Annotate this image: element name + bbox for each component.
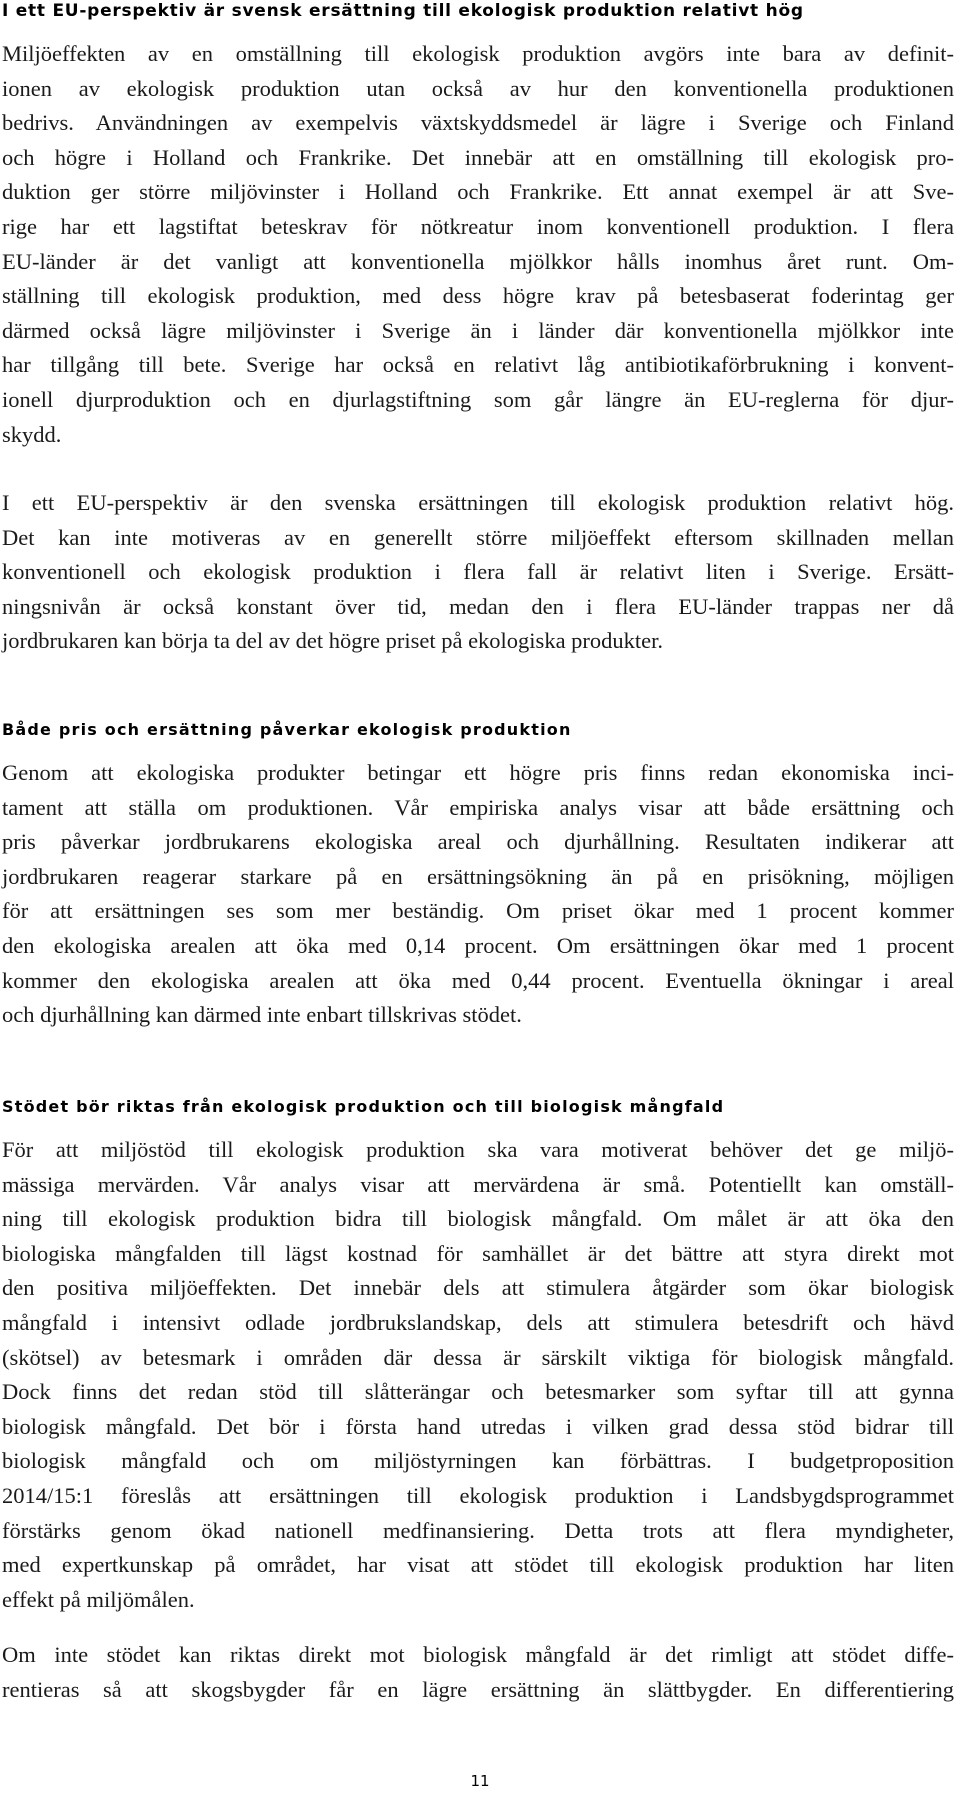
text-line: För att miljöstöd till ekologisk produktion ska vara motiverat behöver det ge miljö- — [2, 1137, 954, 1162]
section-heading-stodet: Stödet bör riktas från ekologisk produktion och till biologisk mångfald — [2, 1097, 725, 1116]
text-line: effekt på miljömålen. — [2, 1586, 195, 1612]
text-line: den ekologiska arealen att öka med 0,14 procent. Om ersättningen ökar med 1 procent — [2, 932, 954, 958]
text-line: (skötsel) av betesmark i områden där dessa är särskilt viktiga för biologisk mångfald. — [2, 1344, 954, 1370]
section-heading-pris-ersattning: Både pris och ersättning påverkar ekologisk produktion — [2, 720, 572, 739]
text-line: och djurhållning kan därmed inte enbart tillskrivas stödet. — [2, 1002, 522, 1028]
text-line: därmed också lägre miljövinster i Sverige än i länder där konventionella mjölkkor inte — [2, 317, 954, 343]
paragraph-pris-ersattning — [2, 756, 954, 1033]
text-line: för att ersättningen ses som mer beständig. Om priset ökar med 1 procent kommer — [2, 898, 954, 924]
text-line: 2014/15:1 föreslås att ersättningen till ekologisk produktion i Landsbygdsprogrammet — [2, 1482, 954, 1508]
paragraph-eu-perspektiv — [2, 486, 954, 659]
text-line: EU-länder är det vanligt att konventionella mjölkkor hålls inomhus året runt. Om- — [2, 248, 954, 274]
text-line: Miljöeffekten av en omställning till ekologisk produktion avgörs inte bara av definit- — [2, 41, 954, 66]
text-line: biologisk mångfald och om miljöstyrningen kan förbättras. I budgetproposition — [2, 1448, 954, 1474]
text-line: ställning till ekologisk produktion, med dess högre krav på betesbaserat foderintag ger — [2, 283, 954, 309]
text-line: bedrivs. Användningen av exempelvis växtskyddsmedel är lägre i Sverige och Finland — [2, 110, 954, 136]
section-heading-eu-perspektiv: I ett EU-perspektiv är svensk ersättning till ekologisk produktion relativt hög — [2, 1, 804, 21]
text-line: Om inte stödet kan riktas direkt mot biologisk mångfald är det rimligt att stödet diffe- — [2, 1642, 954, 1667]
text-line: ionen av ekologisk produktion utan också av hur den konventionella produktionen — [2, 75, 954, 101]
text-line: biologisk mångfald. Det bör i första hand utredas i vilken grad dessa stöd bidrar till — [2, 1413, 954, 1439]
text-line: ionell djurproduktion och en djurlagstiftning som går längre än EU-reglerna för djur- — [2, 386, 954, 412]
page-number: 11 — [470, 1772, 490, 1790]
text-line: I ett EU-perspektiv är den svenska ersättningen till ekologisk produktion relativt hög. — [2, 490, 954, 515]
text-line: tament att ställa om produktionen. Vår empiriska analys visar att både ersättning och — [2, 794, 954, 820]
text-line: jordbrukaren reagerar starkare på en ersättningsökning än på en prisökning, möjligen — [2, 863, 954, 889]
text-line: konventionell och ekologisk produktion i flera fall är relativt liten i Sverige. Ersätt- — [2, 559, 954, 585]
text-line: rentieras så att skogsbygder får en lägre ersättning än slättbygder. En differentiering — [2, 1676, 954, 1702]
text-line: kommer den ekologiska arealen att öka med 0,44 procent. Eventuella ökningar i areal — [2, 967, 954, 993]
text-line: pris påverkar jordbrukarens ekologiska areal och djurhållning. Resultaten indikerar att — [2, 829, 954, 855]
text-line: förstärks genom ökad nationell medfinansiering. Detta trots att flera myndigheter, — [2, 1517, 954, 1543]
text-line: ning till ekologisk produktion bidra till biologisk mångfald. Om målet är att öka den — [2, 1206, 954, 1232]
paragraph-miljoeffekten — [2, 37, 954, 452]
text-line: biologiska mångfalden till lägst kostnad för samhället är det bättre att styra direkt mot — [2, 1240, 954, 1266]
text-line: och högre i Holland och Frankrike. Det innebär att en omställning till ekologisk pro- — [2, 144, 954, 170]
text-line: har tillgång till bete. Sverige har också en relativt låg antibiotikaförbrukning i konvent- — [2, 352, 954, 378]
text-line: Genom att ekologiska produkter betingar ett högre pris finns redan ekonomiska inci- — [2, 760, 954, 785]
text-line: med expertkunskap på området, har visat att stödet till ekologisk produktion har liten — [2, 1552, 954, 1578]
text-line: mässiga mervärden. Vår analys visar att mervärdena är små. Potentiellt kan omställ- — [2, 1171, 954, 1197]
text-line: Det kan inte motiveras av en generellt större miljöeffekt eftersom skillnaden mellan — [2, 524, 954, 550]
text-line: duktion ger större miljövinster i Holland och Frankrike. Ett annat exempel är att Sve- — [2, 179, 954, 205]
text-line: skydd. — [2, 421, 62, 447]
text-line: rige har ett lagstiftat beteskrav för nötkreatur inom konventionell produktion. I flera — [2, 213, 954, 239]
paragraph-differentiering — [2, 1638, 954, 1707]
text-line: ningsnivån är också konstant över tid, medan den i flera EU-länder trappas ner då — [2, 593, 954, 619]
text-line: den positiva miljöeffekten. Det innebär dels att stimulera åtgärder som ökar biologisk — [2, 1275, 954, 1301]
text-line: mångfald i intensivt odlade jordbrukslandskap, dels att stimulera betesdrift och hävd — [2, 1309, 954, 1335]
text-line: jordbrukaren kan börja ta del av det högre priset på ekologiska produkter. — [2, 628, 664, 654]
text-line: Dock finns det redan stöd till slåtterängar och betesmarker som syftar till att gynna — [2, 1379, 954, 1405]
paragraph-stodet — [2, 1133, 954, 1617]
